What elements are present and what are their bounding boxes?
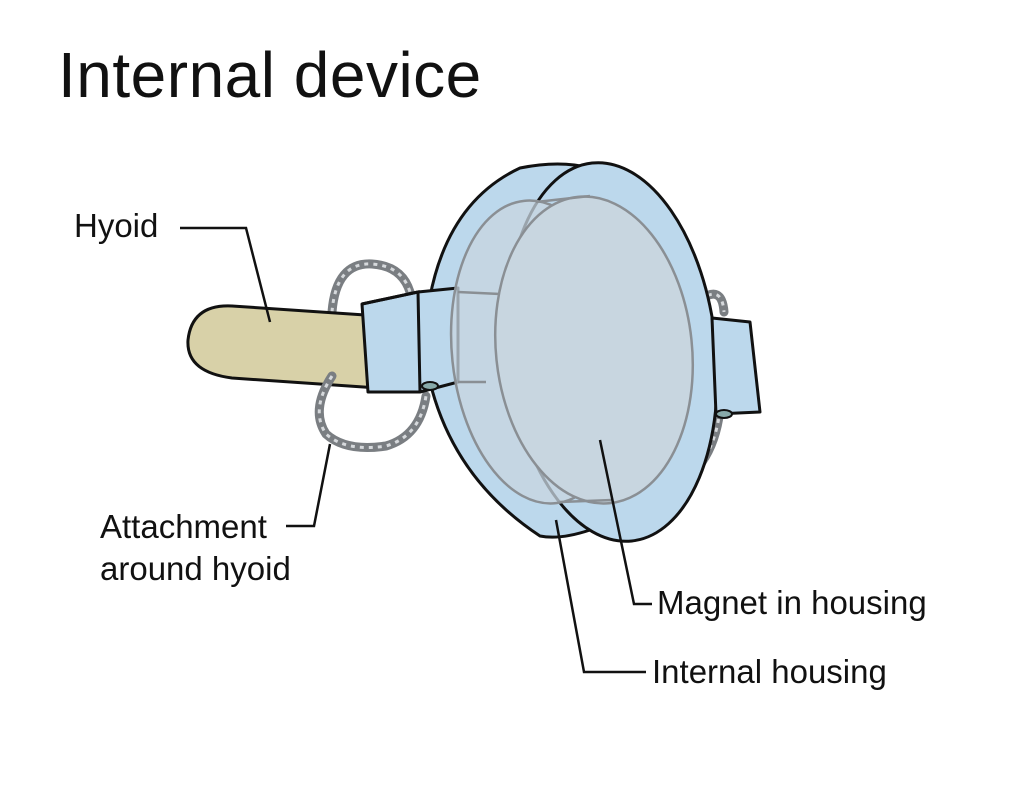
attachment-leader-line [286,444,330,526]
magnet-label: Magnet in housing [657,584,927,621]
diagram-title: Internal device [58,39,482,111]
attachment-label-line2: around hyoid [100,550,291,587]
attachment-label-line1: Attachment [100,508,267,545]
attachment-label [100,506,291,590]
left-attachment-block [362,288,458,392]
hyoid-label: Hyoid [74,207,159,244]
right-attachment-block [712,318,760,418]
hyoid-bone [188,306,380,388]
housing-label: Internal housing [652,653,887,690]
